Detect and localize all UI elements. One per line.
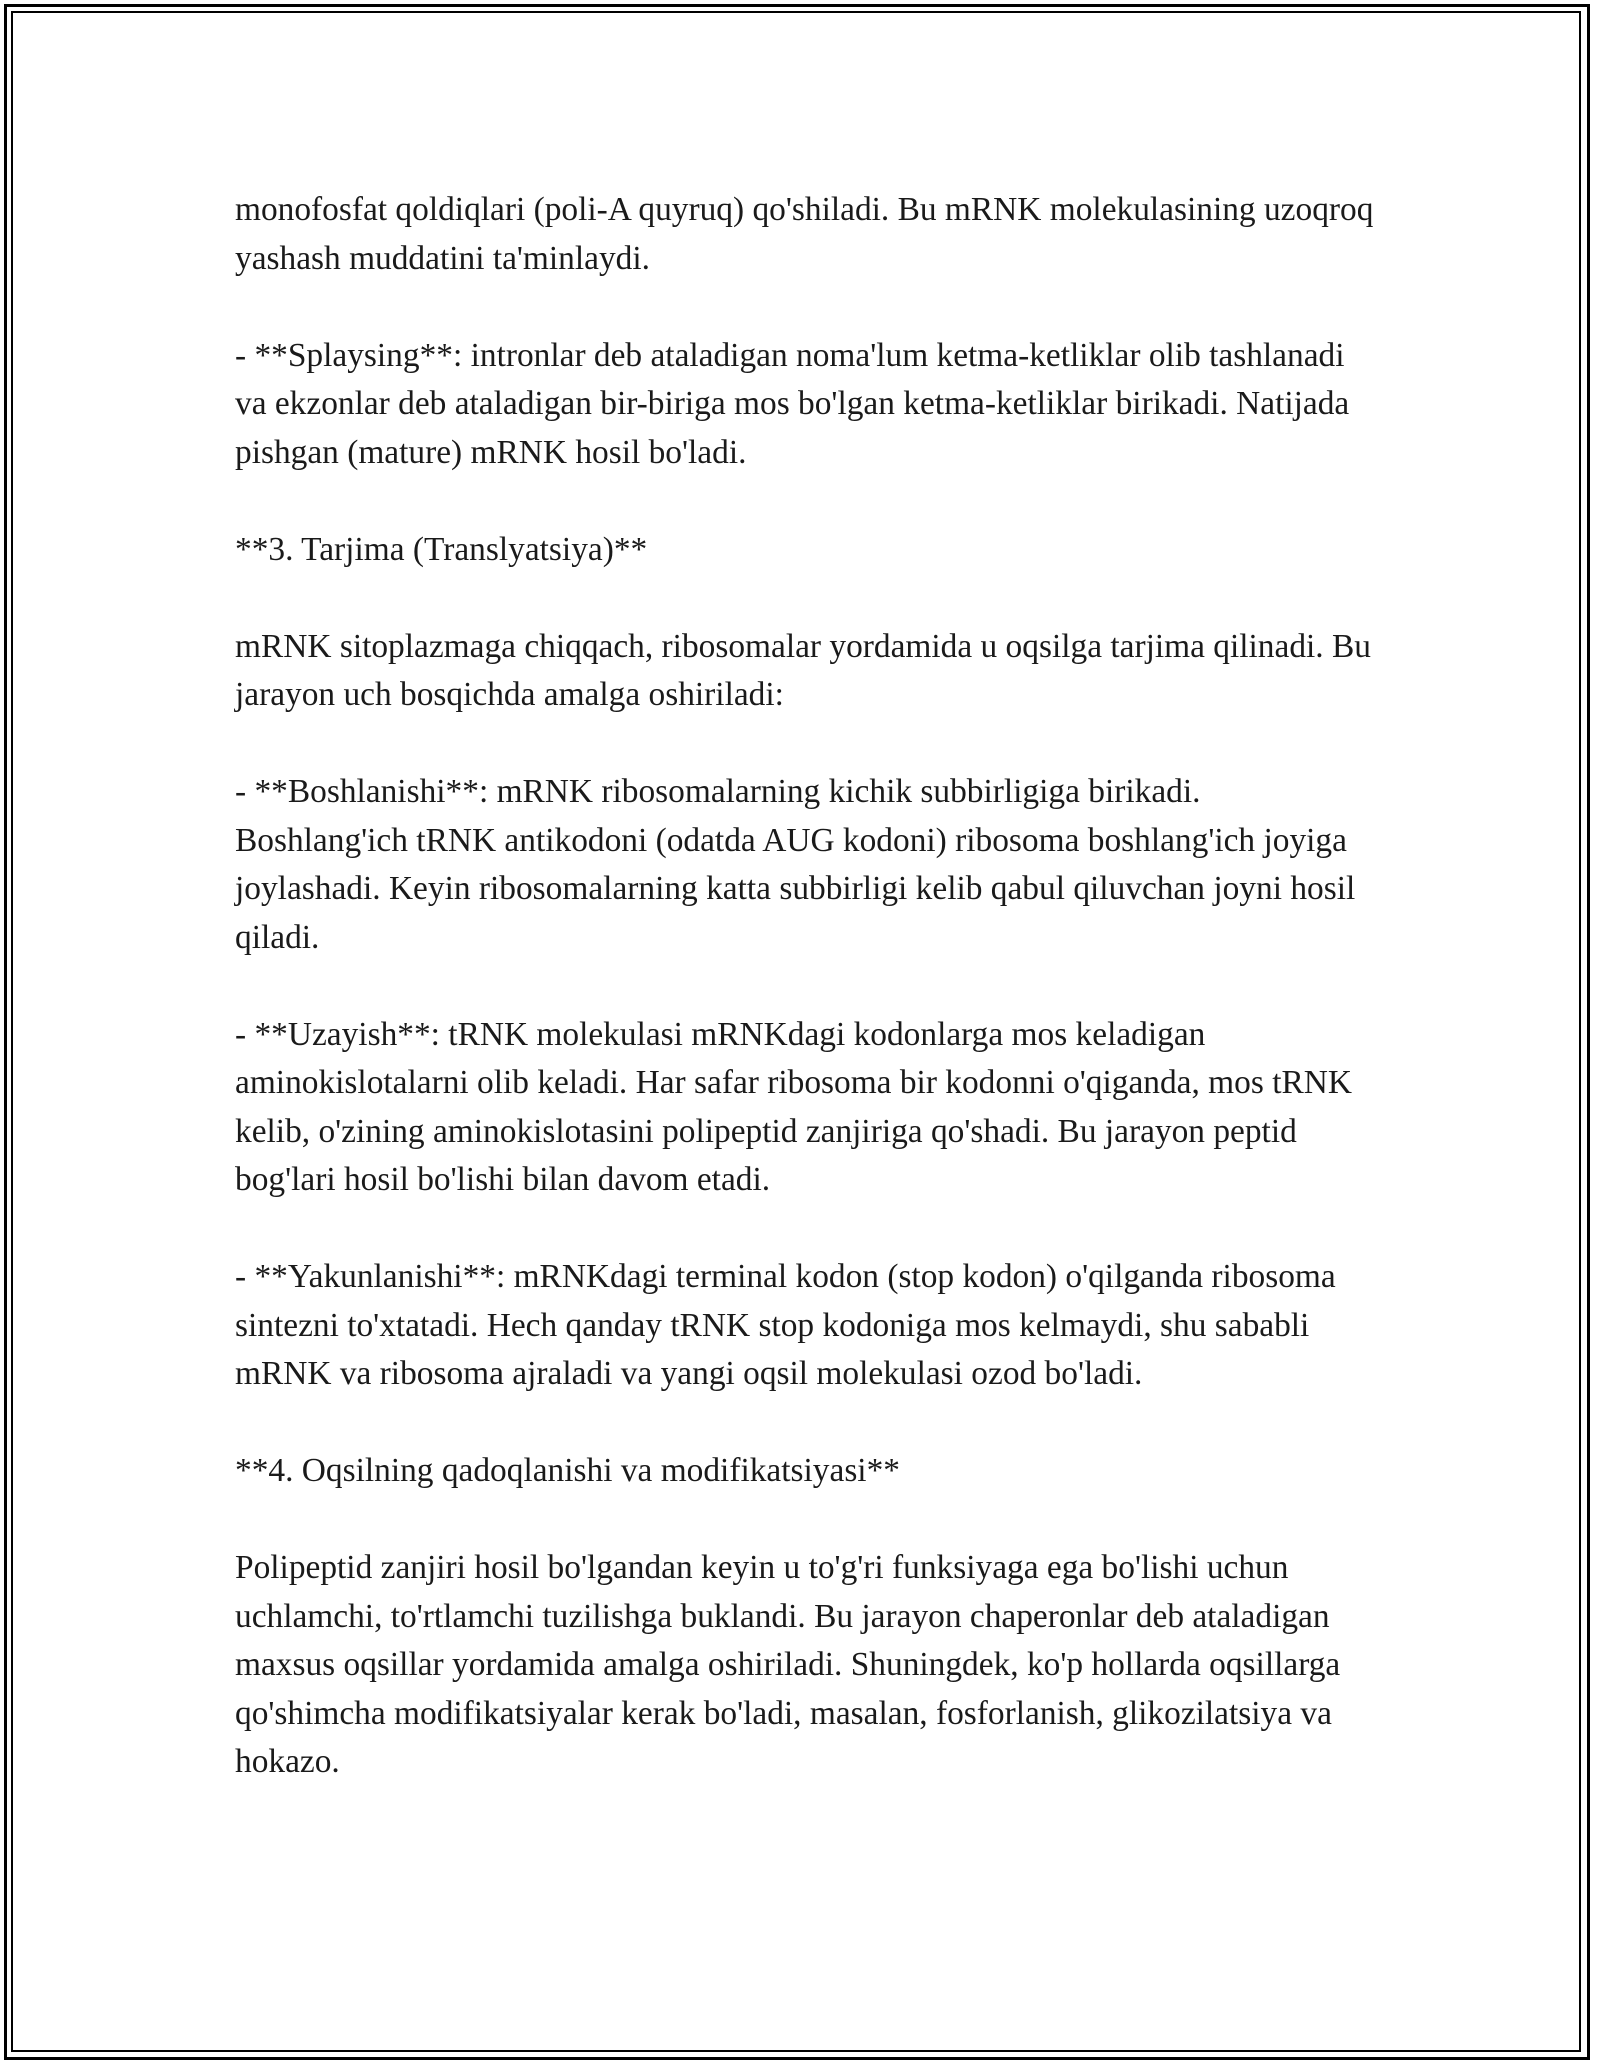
paragraph-splicing: - **Splaysing**: intronlar deb ataladigan noma'lum ketma-ketliklar olib tashlanadi va ekzonlar deb ataladigan bir-biriga mos bo'lgan ketma-ketliklar birikadi. Natijada pishgan (mature) mRNK hosil bo'ladi. bbox=[235, 336, 1350, 471]
paragraph-poly-a-tail: monofosfat qoldiqlari (poli-A quyruq) qo'shiladi. Bu mRNK molekulasining uzoqroq yashash muddatini ta'minlaydi. bbox=[235, 191, 1374, 277]
paragraph-elongation: - **Uzayish**: tRNK molekulasi mRNKdagi kodonlarga mos keladigan aminokislotalarni olib keladi. Har safar ribosoma bir kodonni o'qiganda, mos tRNK kelib, o'zining aminokislotasini polipeptid zanjiriga qo'shadi. Bu jarayon peptid bog'lari hosil bo'lishi bilan davom etadi. bbox=[235, 1015, 1352, 1198]
heading-translation: **3. Tarjima (Translyatsiya)** bbox=[235, 530, 648, 568]
paragraph-translation-intro: mRNK sitoplazmaga chiqqach, ribosomalar yordamida u oqsilga tarjima qilinadi. Bu jarayon uch bosqichda amalga oshiriladi: bbox=[235, 627, 1371, 713]
document-body bbox=[235, 186, 1375, 1787]
paragraph-termination: - **Yakunlanishi**: mRNKdagi terminal kodon (stop kodon) o'qilganda ribosoma sintezni to'xtatadi. Hech qanday tRNK stop kodoniga mos kelmaydi, shu sababli mRNK va ribosoma ajraladi va yangi oqsil molekulasi ozod bo'ladi. bbox=[235, 1258, 1336, 1392]
paragraph-protein-folding: Polipeptid zanjiri hosil bo'lgandan keyin u to'g'ri funksiyaga ega bo'lishi uchun uchlamchi, to'rtlamchi tuzilishga buklandi. Bu jarayon chaperonlar deb ataladigan maxsus oqsillar yordamida amalga oshiriladi. Shuningdek, ko'p hollarda oqsillarga qo'shimcha modifikatsiyalar kerak bo'ladi, masalan, fosforlanish, glikozilatsiya va hokazo. bbox=[235, 1549, 1341, 1780]
heading-protein-folding: **4. Oqsilning qadoqlanishi va modifikatsiyasi** bbox=[235, 1452, 900, 1489]
paragraph-initiation: - **Boshlanishi**: mRNK ribosomalarning kichik subbirligiga birikadi. Boshlang'ich tRNK antikodoni (odatda AUG kodoni) ribosoma boshlang'ich joyiga joylashadi. Keyin ribosomalarning katta subbirligi kelib qabul qiluvchan joyni hosil qiladi. bbox=[235, 773, 1356, 956]
